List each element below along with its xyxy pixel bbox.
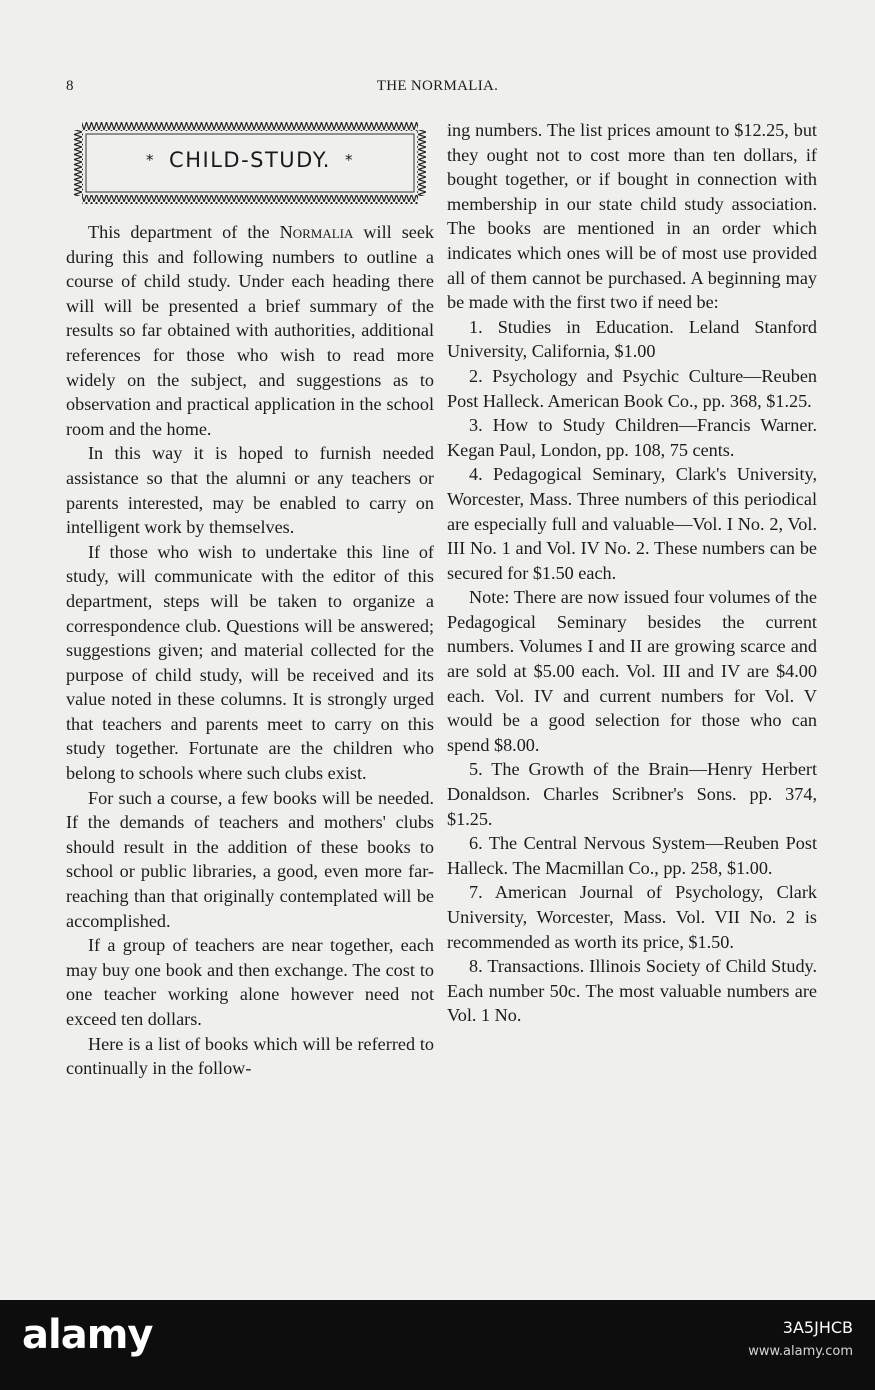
paragraph: Here is a list of books which will be referred to continually in the follow- xyxy=(66,1033,434,1079)
paragraph: In this way it is hoped to furnish needed assistance so that the alumni or any teachers or parents interested, may be enabled to carry on intelligent work by themselves. xyxy=(66,443,434,538)
book-list-item: 5. The Growth of the Brain—Henry Herbert Donaldson. Charles Scribner's Sons. pp. 374, $1.25. xyxy=(447,759,817,829)
book-list-item: 3. How to Study Children—Francis Warner. Kegan Paul, London, pp. 108, 75 cents. xyxy=(447,415,817,460)
watermark-url: www.alamy.com xyxy=(748,1344,853,1359)
note-paragraph: Note: There are now issued four volumes of the Pedagogical Seminary besides the current numbers. Volumes I and II are growing scarce and are sold at $5.00 each. Vol. III and IV are $4.00 each. Vol. IV and current numbers for Vol. V would be a good selection for those who can spend $8.00. xyxy=(447,587,817,755)
paragraph: For such a course, a few books will be needed. If the demands of teachers and mothers' clubs should result in the addition of these books to school or public libraries, a good, even more far-reaching than that originally contemplated will be accomplished. xyxy=(66,787,434,931)
paragraph-continued: ing numbers. The list prices amount to $12.25, but they ought not to cost more than ten dollars, if bought together, or if bought in connection with membership in our state child study association. The books are mentioned in an order which indicates which ones will be of most use provided all of them cannot be purchased. A beginning may be made with the first two if need be: xyxy=(447,120,817,313)
book-list-item: 7. American Journal of Psychology, Clark University, Worcester, Mass. Vol. VII No. 2 is recommended as worth its price, $1.50. xyxy=(447,882,817,952)
paragraph: If a group of teachers are near together, each may buy one book and then exchange. The cost to one teacher working alone however need not exceed ten dollars. xyxy=(66,935,434,1029)
stock-watermark-bar xyxy=(0,1300,875,1390)
book-list-item: 2. Psychology and Psychic Culture—Reuben Post Halleck. American Book Co., pp. 368, $1.25. xyxy=(447,365,817,411)
ornament-star-right: * xyxy=(344,151,354,169)
paragraph: This department of the Normalia will seek during this and following numbers to outline a course of child study. Under each heading there will will be presented a brief summary of the results so far obtained with authorities, additional references for those who wish to read more widely on the subject, and suggestions as to observation and practical application in the school room and the home. xyxy=(66,222,435,439)
left-column xyxy=(66,118,434,1081)
ornament-star-left: * xyxy=(146,151,156,169)
running-head xyxy=(0,78,875,100)
book-list-item: 4. Pedagogical Seminary, Clark's University, Worcester, Mass. Three numbers of this periodical are especially full and valuable—Vol. I No. 2, Vol. III No. 1 and Vol. IV No. 2. These numbers can be secured for $1.50 each. xyxy=(447,464,817,583)
watermark-image-code: 3A5JHCB xyxy=(782,1318,853,1337)
journal-title: THE NORMALIA. xyxy=(376,78,499,94)
page-number: 8 xyxy=(66,78,74,94)
book-list-item: 6. The Central Nervous System—Reuben Post Halleck. The Macmillan Co., pp. 258, $1.00. xyxy=(447,833,817,878)
paragraph: If those who wish to undertake this line of study, will communicate with the editor of this department, steps will be taken to organize a correspondence club. Questions will be answered; suggestions given; and material collected for the purpose of child study, will be received and its value noted in these columns. It is strongly urged that teachers and parents meet to carry on this study together. Fortunate are the children who belong to schools where such clubs exist. xyxy=(66,541,434,784)
book-list-item: 1. Studies in Education. Leland Stanford University, California, $1.00 xyxy=(447,316,817,362)
section-title-text: CHILD-STUDY. xyxy=(169,148,331,172)
right-column xyxy=(447,118,817,1028)
watermark-logo: alamy xyxy=(22,1312,153,1358)
book-list-item: 8. Transactions. Illinois Society of Child Study. Each number 50c. The most valuable numbers are Vol. 1 No. xyxy=(447,956,817,1026)
